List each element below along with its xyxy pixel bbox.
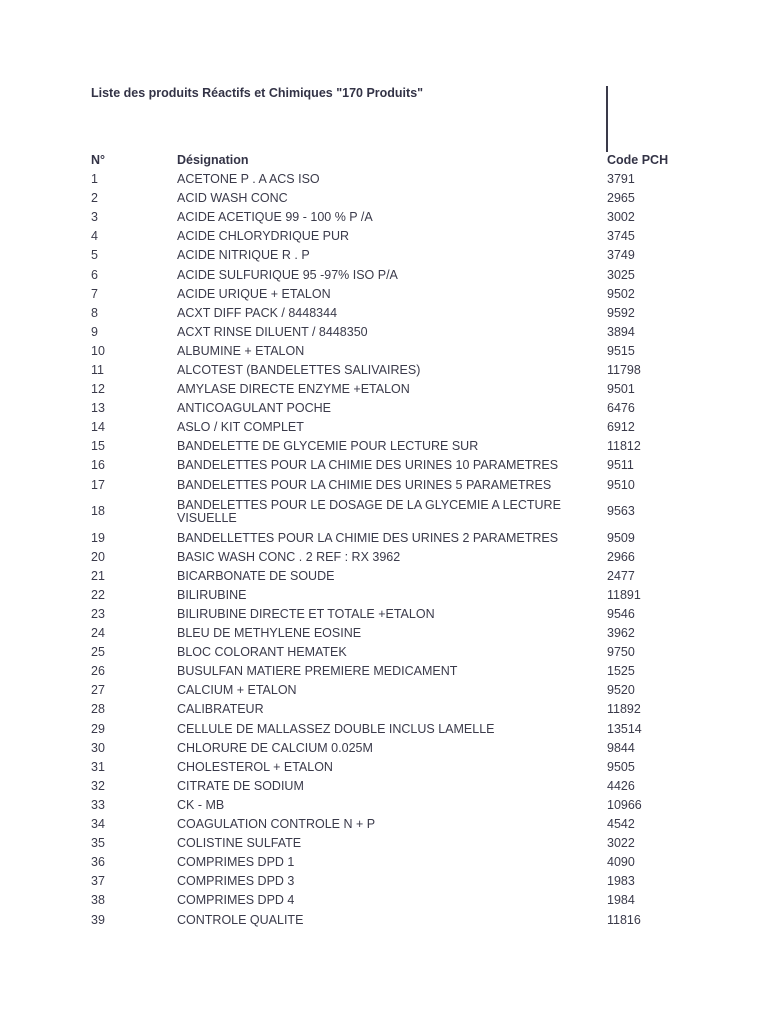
row-number: 11 xyxy=(91,362,104,377)
header-number: N° xyxy=(91,153,106,167)
row-code: 9520 xyxy=(607,683,635,698)
row-code: 9844 xyxy=(607,740,635,755)
row-code: 1984 xyxy=(607,893,635,908)
row-code: 11891 xyxy=(607,587,641,602)
row-code: 9563 xyxy=(607,504,635,519)
row-number: 13 xyxy=(91,401,105,416)
row-code: 2965 xyxy=(607,191,635,206)
row-designation: BANDELETTES POUR LE DOSAGE DE LA GLYCEMIE A LECTURE VISUELLE xyxy=(177,497,561,525)
row-number: 34 xyxy=(91,817,105,832)
row-code: 3745 xyxy=(607,229,635,244)
row-code: 10966 xyxy=(607,797,642,812)
row-number: 8 xyxy=(91,305,98,320)
row-number: 5 xyxy=(91,248,98,263)
table-row xyxy=(0,662,768,681)
row-code: 1525 xyxy=(607,664,635,679)
row-number: 3 xyxy=(91,210,98,225)
row-number: 16 xyxy=(91,458,105,473)
table-row xyxy=(0,399,768,418)
row-number: 23 xyxy=(91,607,105,622)
row-code: 9505 xyxy=(607,759,635,774)
row-number: 29 xyxy=(91,721,105,736)
row-code: 3894 xyxy=(607,324,635,339)
row-designation: CHLORURE DE CALCIUM 0.025M xyxy=(177,740,373,755)
table-row xyxy=(0,323,768,342)
table-row xyxy=(0,872,768,891)
row-designation: COLISTINE SULFATE xyxy=(177,836,302,851)
row-code: 2477 xyxy=(607,568,635,583)
row-designation: ANTICOAGULANT POCHE xyxy=(177,401,331,416)
table-row xyxy=(0,681,768,700)
table-row xyxy=(0,304,768,323)
row-number: 20 xyxy=(91,549,105,564)
row-code: 6912 xyxy=(607,420,635,435)
row-code: 9592 xyxy=(607,305,635,320)
row-designation: CK - MB xyxy=(177,797,225,812)
row-designation: BILIRUBINE xyxy=(177,587,247,602)
row-designation: ACID WASH CONC xyxy=(177,191,288,206)
row-number: 25 xyxy=(91,645,105,660)
row-designation: ACXT DIFF PACK / 8448344 xyxy=(177,305,338,320)
row-designation: COMPRIMES DPD 3 xyxy=(177,874,295,889)
table-row xyxy=(0,834,768,853)
row-code: 3791 xyxy=(607,172,635,187)
table-row xyxy=(0,700,768,719)
row-designation: ACIDE URIQUE + ETALON xyxy=(177,286,331,301)
row-designation: COMPRIMES DPD 1 xyxy=(177,855,295,870)
table-row xyxy=(0,605,768,624)
row-number: 35 xyxy=(91,836,105,851)
row-code: 9501 xyxy=(607,382,635,397)
row-code: 2966 xyxy=(607,549,635,564)
table-row xyxy=(0,910,768,929)
row-code: 3025 xyxy=(607,267,635,282)
table-row xyxy=(0,265,768,284)
row-number: 32 xyxy=(91,778,105,793)
row-number: 31 xyxy=(91,759,105,774)
row-number: 33 xyxy=(91,797,105,812)
row-number: 14 xyxy=(91,420,105,435)
row-code: 11816 xyxy=(607,912,641,927)
table-row xyxy=(0,643,768,662)
row-code: 9515 xyxy=(607,343,635,358)
row-number: 26 xyxy=(91,664,105,679)
table-row xyxy=(0,586,768,605)
row-designation: ACIDE ACETIQUE 99 - 100 % P /A xyxy=(177,210,373,225)
row-code: 6476 xyxy=(607,401,635,416)
row-designation: CONTROLE QUALITE xyxy=(177,912,304,927)
table-row xyxy=(0,380,768,399)
row-number: 18 xyxy=(91,504,105,519)
row-designation: BASIC WASH CONC . 2 REF : RX 3962 xyxy=(177,549,401,564)
table-row xyxy=(0,891,768,910)
row-code: 3749 xyxy=(607,248,635,263)
row-designation: CALIBRATEUR xyxy=(177,702,264,717)
table-row xyxy=(0,189,768,208)
row-designation: COAGULATION CONTROLE N + P xyxy=(177,817,376,832)
row-number: 30 xyxy=(91,740,105,755)
row-designation: BICARBONATE DE SOUDE xyxy=(177,568,335,583)
row-code: 3002 xyxy=(607,210,635,225)
row-number: 28 xyxy=(91,702,105,717)
row-code: 9509 xyxy=(607,530,635,545)
row-number: 4 xyxy=(91,229,98,244)
table-row xyxy=(0,548,768,567)
row-code: 3962 xyxy=(607,626,635,641)
row-code: 9502 xyxy=(607,286,635,301)
table-row xyxy=(0,796,768,815)
row-number: 6 xyxy=(91,267,98,282)
row-designation: CELLULE DE MALLASSEZ DOUBLE INCLUS LAMELLE xyxy=(177,721,495,736)
row-code: 9511 xyxy=(607,458,634,473)
row-code: 9750 xyxy=(607,645,635,660)
table-row xyxy=(0,246,768,265)
row-code: 4426 xyxy=(607,778,635,793)
row-designation: BILIRUBINE DIRECTE ET TOTALE +ETALON xyxy=(177,607,435,622)
row-number: 27 xyxy=(91,683,105,698)
row-code: 11812 xyxy=(607,439,641,454)
header-designation: Désignation xyxy=(177,153,249,167)
row-number: 19 xyxy=(91,530,105,545)
row-designation: AMYLASE DIRECTE ENZYME +ETALON xyxy=(177,382,410,397)
row-designation: ACXT RINSE DILUENT / 8448350 xyxy=(177,324,368,339)
row-designation: BLEU DE METHYLENE EOSINE xyxy=(177,626,362,641)
row-code: 9546 xyxy=(607,607,635,622)
row-code: 4090 xyxy=(607,855,635,870)
table-row xyxy=(0,170,768,189)
row-designation: BUSULFAN MATIERE PREMIERE MEDICAMENT xyxy=(177,664,458,679)
table-row xyxy=(0,495,768,529)
row-number: 17 xyxy=(91,477,105,492)
row-designation: CITRATE DE SODIUM xyxy=(177,778,304,793)
table-row xyxy=(0,777,768,796)
row-number: 38 xyxy=(91,893,105,908)
row-code: 11892 xyxy=(607,702,641,717)
row-designation: BANDELETTE DE GLYCEMIE POUR LECTURE SUR xyxy=(177,439,479,454)
row-designation: COMPRIMES DPD 4 xyxy=(177,893,295,908)
table-row xyxy=(0,739,768,758)
table-row xyxy=(0,456,768,475)
row-number: 1 xyxy=(91,172,98,187)
row-designation: ACETONE P . A ACS ISO xyxy=(177,172,320,187)
table-row xyxy=(0,285,768,304)
table-row xyxy=(0,208,768,227)
table-row xyxy=(0,720,768,739)
row-code: 1983 xyxy=(607,874,635,889)
vertical-divider xyxy=(606,86,608,152)
product-table xyxy=(0,170,768,930)
table-row xyxy=(0,418,768,437)
table-row xyxy=(0,476,768,495)
row-designation: ALCOTEST (BANDELETTES SALIVAIRES) xyxy=(177,362,421,377)
table-row xyxy=(0,567,768,586)
row-designation: ACIDE NITRIQUE R . P xyxy=(177,248,310,263)
row-number: 2 xyxy=(91,191,98,206)
table-row xyxy=(0,815,768,834)
row-number: 39 xyxy=(91,912,105,927)
table-row xyxy=(0,437,768,456)
row-code: 11798 xyxy=(607,362,641,377)
table-row xyxy=(0,361,768,380)
row-code: 9510 xyxy=(607,477,635,492)
row-number: 15 xyxy=(91,439,105,454)
row-designation: CALCIUM + ETALON xyxy=(177,683,297,698)
row-designation: BLOC COLORANT HEMATEK xyxy=(177,645,347,660)
row-number: 12 xyxy=(91,382,105,397)
document-title: Liste des produits Réactifs et Chimiques "170 Produits" xyxy=(91,86,424,100)
table-row xyxy=(0,758,768,777)
row-number: 36 xyxy=(91,855,105,870)
row-number: 37 xyxy=(91,874,105,889)
header-code: Code PCH xyxy=(607,153,669,167)
row-number: 9 xyxy=(91,324,98,339)
row-code: 3022 xyxy=(607,836,635,851)
row-number: 22 xyxy=(91,587,105,602)
row-number: 10 xyxy=(91,343,105,358)
table-row xyxy=(0,342,768,361)
table-row xyxy=(0,624,768,643)
row-number: 7 xyxy=(91,286,98,301)
row-designation: CHOLESTEROL + ETALON xyxy=(177,759,333,774)
row-designation: BANDELLETTES POUR LA CHIMIE DES URINES 2 PARAMETRES xyxy=(177,530,559,545)
row-designation: ALBUMINE + ETALON xyxy=(177,343,305,358)
row-designation: ACIDE CHLORYDRIQUE PUR xyxy=(177,229,350,244)
row-designation: ASLO / KIT COMPLET xyxy=(177,420,304,435)
row-code: 4542 xyxy=(607,817,635,832)
row-designation: ACIDE SULFURIQUE 95 -97% ISO P/A xyxy=(177,267,398,282)
row-designation: BANDELETTES POUR LA CHIMIE DES URINES 5 PARAMETRES xyxy=(177,477,552,492)
table-row xyxy=(0,227,768,246)
row-code: 13514 xyxy=(607,721,642,736)
table-row xyxy=(0,853,768,872)
row-number: 24 xyxy=(91,626,105,641)
row-number: 21 xyxy=(91,568,105,583)
table-row xyxy=(0,529,768,548)
row-designation: BANDELETTES POUR LA CHIMIE DES URINES 10 PARAMETRES xyxy=(177,458,559,473)
